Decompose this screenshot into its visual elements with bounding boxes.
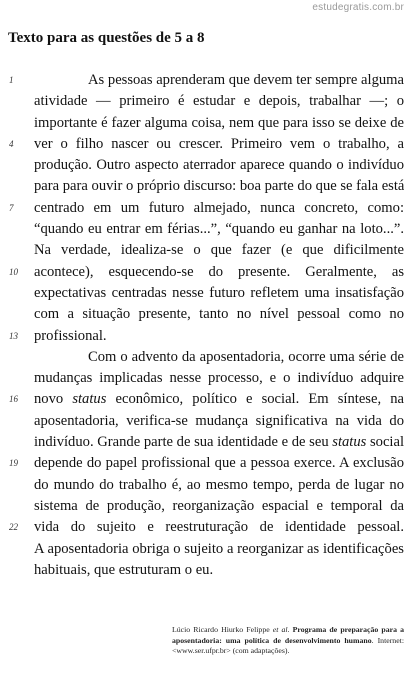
line-text [34,432,404,453]
text-block [0,70,410,581]
line-text: A aposentadoria obriga o sujeito a reorganizar as identificações [34,540,404,557]
line-text: importante é fazer alguma coisa, nem que para isso se deixe de [34,114,404,131]
line-number: 1 [9,75,14,85]
text-line [0,432,410,453]
text-segment: econômico, político e social. Em síntese, na [106,391,404,408]
line-text: Com o advento da aposentadoria, ocorre uma série de [88,348,404,365]
line-text: habituais, que estruturam o eu. [34,561,214,578]
citation-title: Programa de preparação para a aposentadoria: uma política de desenvolvimento humano [172,625,405,645]
text-line [0,539,410,560]
line-number: 4 [9,138,14,149]
line-text: para para ouvir o próprio discurso: boa parte do que se fala está [34,178,404,195]
text-line [0,326,410,347]
source-citation [172,625,404,657]
site-watermark: estudegratis.com.br [312,2,404,13]
text-line [0,155,410,176]
text-line [0,219,410,240]
citation-source: . Internet: <www.ser.ufpr.br> (com adaptações). [172,635,404,655]
citation-etal: et al. [272,625,290,634]
line-text: Na verdade, idealiza-se o que fazer (e que dificilmente [34,242,404,259]
line-text: centrado em um futuro almejado, nunca concreto, como: [34,199,404,216]
line-text: depende do papel profissional que a pessoa exerce. A exclusão [34,455,404,472]
text-line [0,134,410,155]
line-text: produção. Outro aspecto aterrador aparece quando o indivíduo [34,157,404,174]
text-line [0,560,410,581]
line-text: atividade — primeiro é estudar e depois, trabalhar —; o [34,93,404,110]
line-text: ver o filho nascer ou crescer. Primeiro vem o trabalho, a [34,135,404,152]
text-line [0,368,410,389]
line-text: “quando eu entrar em férias...”, “quando eu ganhar na loto...”. [34,221,404,238]
line-text: profissional. [34,327,107,344]
text-line [0,304,410,325]
line-text: sistema de produção, reorganização espacial e temporal da [34,497,404,514]
text-line [0,262,410,283]
line-text: vida do sujeito e reestruturação de identidade pessoal. [34,519,404,536]
line-number: 16 [9,394,18,405]
text-line [0,70,410,91]
text-segment: social [366,434,404,451]
section-heading: Texto para as questões de 5 a 8 [8,30,205,46]
text-line [0,411,410,432]
text-segment: novo [34,391,73,408]
text-line [0,240,410,261]
text-line [0,453,410,474]
line-number: 13 [9,330,18,341]
citation-authors: Lúcio Ricardo Hiurko Felippe [172,625,273,634]
line-number: 7 [9,202,14,213]
text-line [0,517,410,538]
italic-term: status [332,434,367,451]
line-number: 19 [9,458,18,469]
text-line [0,91,410,112]
text-line [0,198,410,219]
text-line [0,347,410,368]
line-text: do mundo do trabalho é, ao mesmo tempo, perda de lugar no [34,476,404,493]
text-segment: indivíduo. Grande parte de sua identidade e de seu [34,434,333,451]
line-text: mudanças implicadas nesse processo, e o indivíduo adquire [34,370,404,387]
line-text: expectativas centradas nesse futuro refletem uma insatisfação [34,284,404,301]
line-number: 10 [9,266,18,277]
line-text: aposentadoria, verifica-se mudança significativa na vida do [34,412,404,429]
text-line [0,113,410,134]
text-line [0,496,410,517]
line-text: com a situação presente, tanto no nível pessoal como no [34,306,404,323]
line-number: 22 [9,522,18,533]
text-line [0,475,410,496]
italic-term: status [72,391,107,408]
text-line [0,176,410,197]
text-line [0,389,410,410]
text-line [0,283,410,304]
line-text: acontece), esquecendo-se do presente. Geralmente, as [34,263,404,280]
line-text: As pessoas aprenderam que devem ter sempre alguma [88,72,404,88]
line-text [34,389,404,410]
